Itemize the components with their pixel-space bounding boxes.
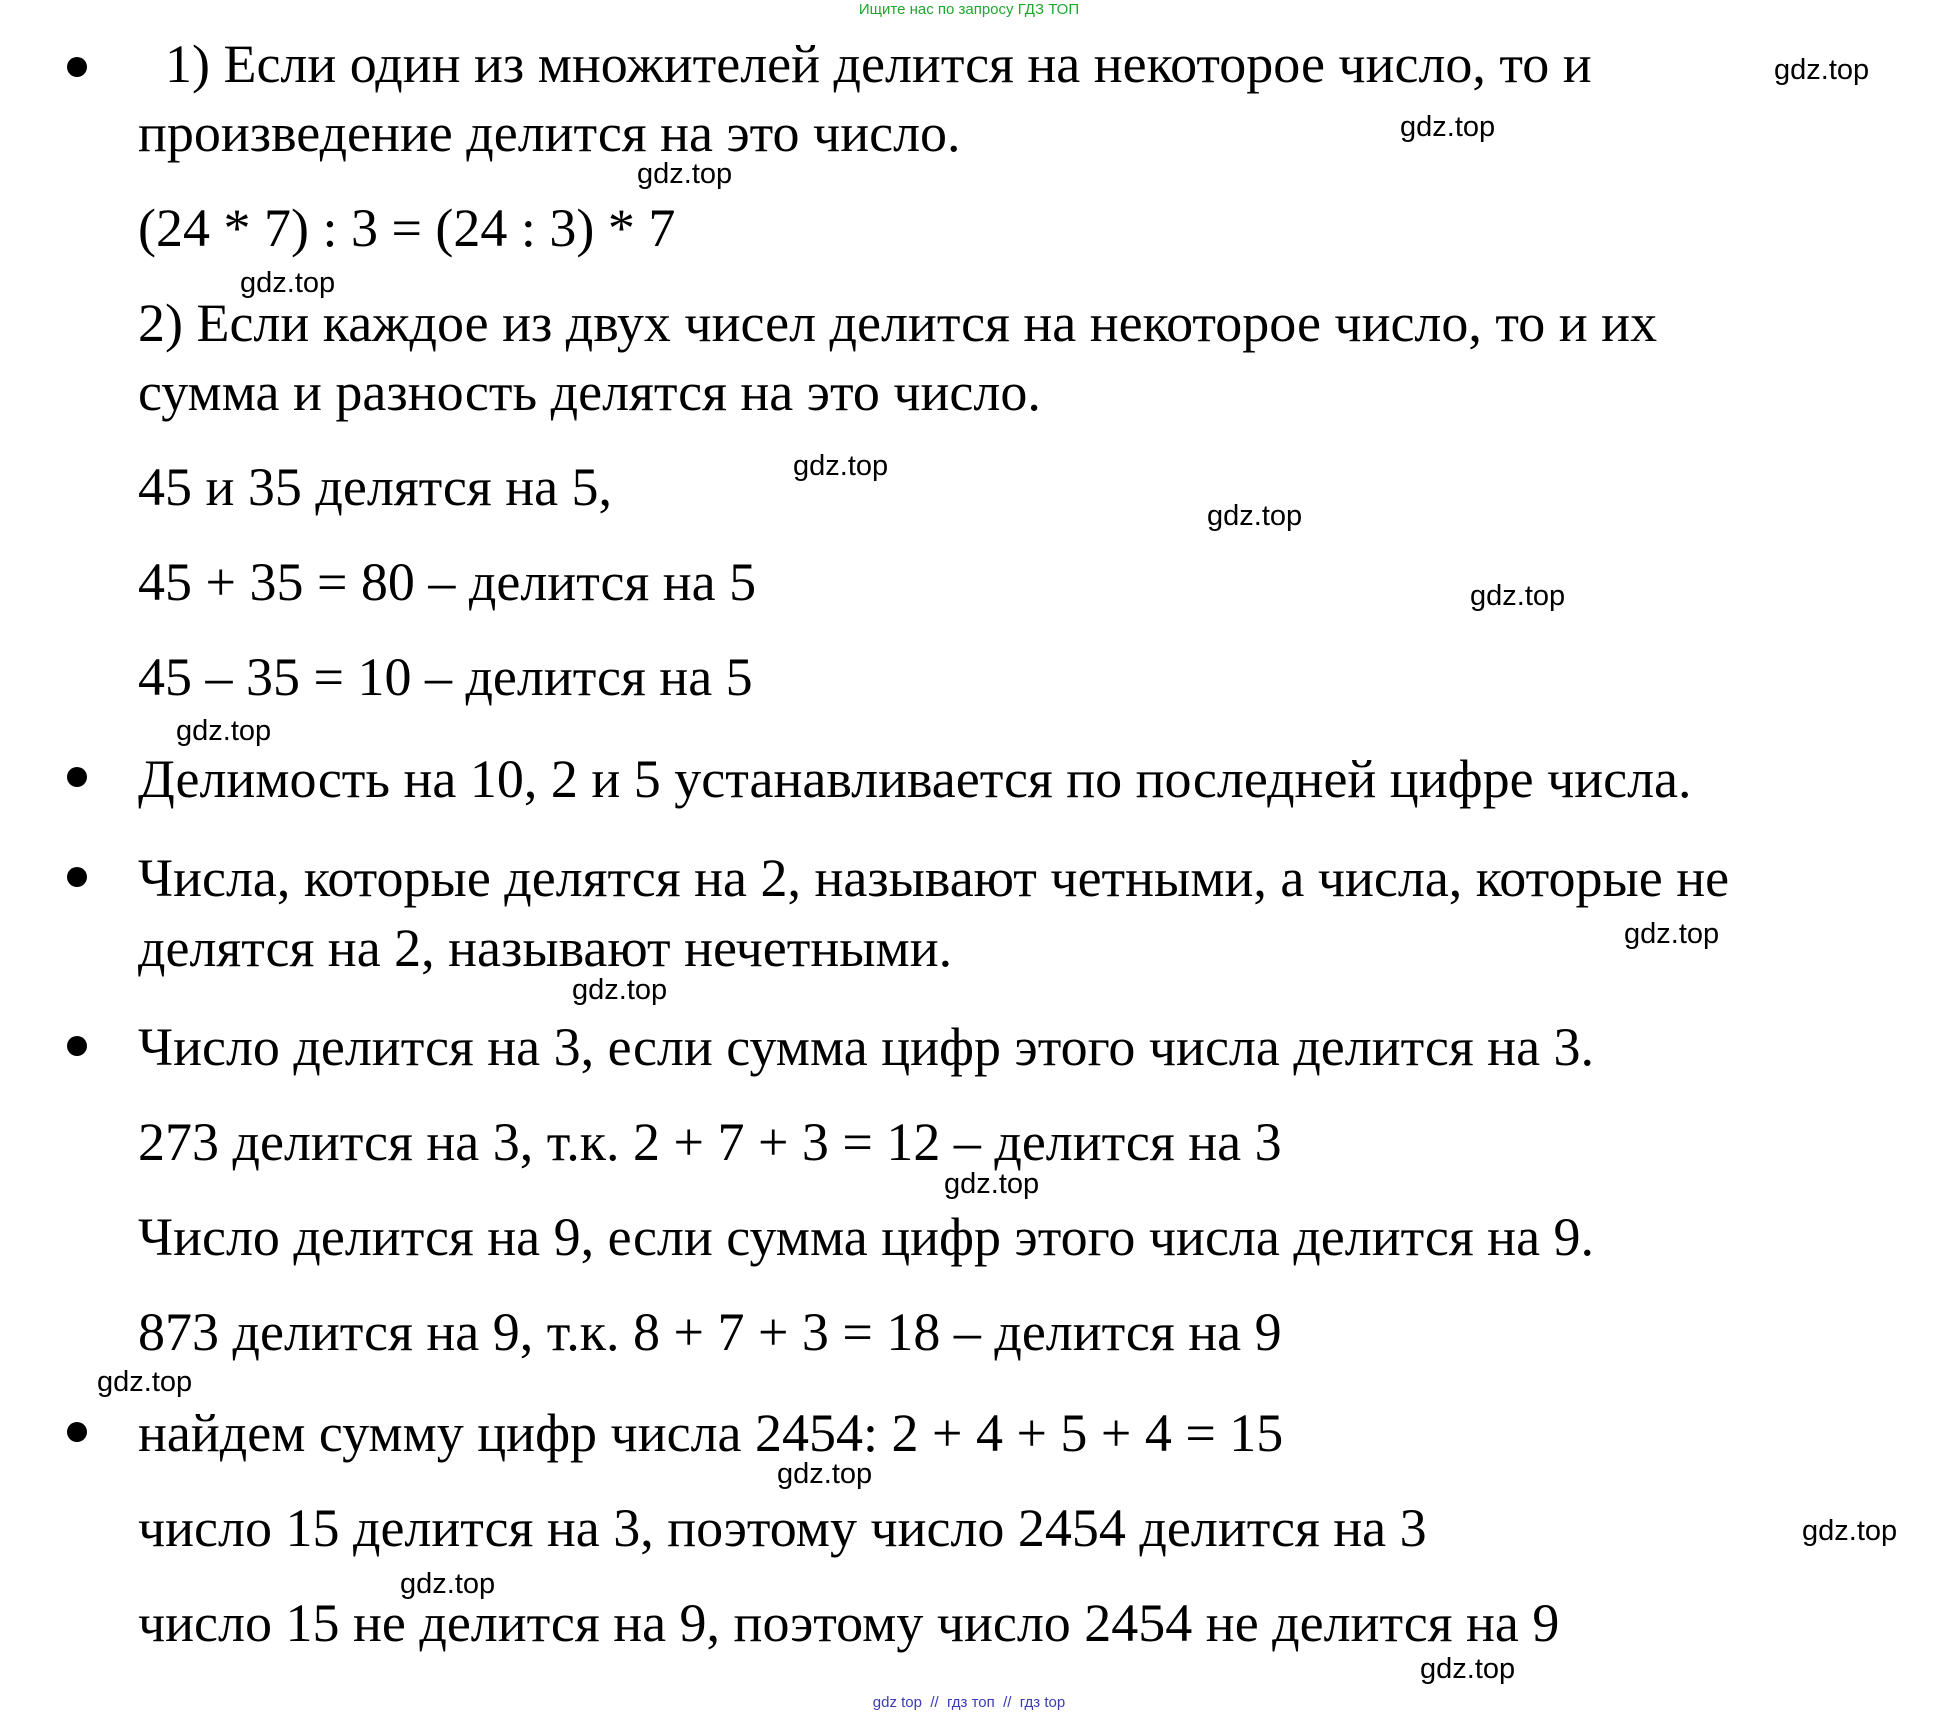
- watermark: gdz.top: [1420, 1653, 1516, 1685]
- rule-2-example-2: 45 + 35 = 80 – делится на 5: [138, 552, 757, 612]
- watermark: gdz.top: [944, 1168, 1040, 1200]
- watermark: gdz.top: [1774, 54, 1870, 86]
- top-banner[interactable]: Ищите нас по запросу ГДЗ ТОП: [858, 1, 1080, 18]
- bullet-2: [67, 767, 87, 787]
- watermark: gdz.top: [1624, 918, 1720, 950]
- divisibility-9-rule: Число делится на 9, если сумма цифр этого числа делится на 9.: [138, 1207, 1595, 1267]
- watermark: gdz.top: [777, 1458, 873, 1490]
- rule-1-example: (24 * 7) : 3 = (24 : 3) * 7: [138, 198, 676, 258]
- digit-sum-2454: найдем сумму цифр числа 2454: 2 + 4 + 5 + 4 = 15: [138, 1403, 1284, 1463]
- rule-1-line-1: 1) Если один из множителей делится на некоторое число, то и: [138, 34, 1592, 94]
- divisibility-3-example: 273 делится на 3, т.к. 2 + 7 + 3 = 12 – делится на 3: [138, 1112, 1282, 1172]
- watermark: gdz.top: [572, 974, 668, 1006]
- watermark: gdz.top: [1207, 500, 1303, 532]
- rule-2-line-1: 2) Если каждое из двух чисел делится на некоторое число, то и их: [138, 293, 1658, 353]
- even-odd-line-1: Числа, которые делятся на 2, называют четными, а числа, которые не: [138, 848, 1730, 908]
- rule-1-line-2: произведение делится на это число.: [138, 103, 961, 163]
- divisibility-3-rule: Число делится на 3, если сумма цифр этого числа делится на 3.: [138, 1017, 1595, 1077]
- footer-links[interactable]: gdz top // гдз топ // гдз top: [872, 1694, 1066, 1711]
- watermark: gdz.top: [1400, 111, 1496, 143]
- conclusion-div-3: число 15 делится на 3, поэтому число 2454 делится на 3: [138, 1498, 1427, 1558]
- watermark: gdz.top: [1470, 580, 1566, 612]
- watermark: gdz.top: [400, 1568, 496, 1600]
- watermark: gdz.top: [240, 267, 336, 299]
- watermark: gdz.top: [1802, 1515, 1898, 1547]
- watermark: gdz.top: [176, 715, 272, 747]
- bullet-1: [67, 57, 87, 77]
- bullet-5: [67, 1422, 87, 1442]
- rule-2-example-3: 45 – 35 = 10 – делится на 5: [138, 647, 753, 707]
- bullet-3: [67, 867, 87, 887]
- divisibility-9-example: 873 делится на 9, т.к. 8 + 7 + 3 = 18 – делится на 9: [138, 1302, 1282, 1362]
- bullet-4: [67, 1036, 87, 1056]
- divisibility-10-2-5: Делимость на 10, 2 и 5 устанавливается по последней цифре числа.: [138, 749, 1692, 809]
- rule-2-line-2: сумма и разность делятся на это число.: [138, 362, 1041, 422]
- watermark: gdz.top: [793, 450, 889, 482]
- conclusion-not-div-9: число 15 не делится на 9, поэтому число 2454 не делится на 9: [138, 1593, 1560, 1653]
- watermark: gdz.top: [637, 158, 733, 190]
- watermark: gdz.top: [97, 1366, 193, 1398]
- rule-2-example-1: 45 и 35 делятся на 5,: [138, 457, 613, 517]
- even-odd-line-2: делятся на 2, называют нечетными.: [138, 918, 953, 978]
